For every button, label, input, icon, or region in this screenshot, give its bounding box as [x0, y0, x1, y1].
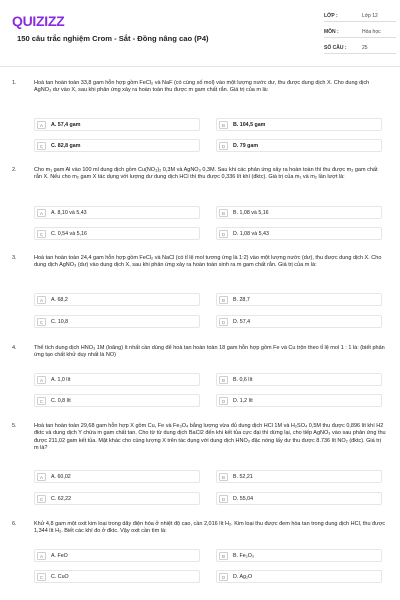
option-a[interactable]: [34, 118, 200, 131]
meta-row-count: [324, 44, 396, 54]
option-text: C. 0,54 và 5,16: [51, 231, 87, 237]
option-text: A. 1,0 lít: [51, 377, 71, 383]
meta-value: 25: [362, 45, 368, 51]
option-d[interactable]: [216, 570, 382, 583]
option-text: A. 68,2: [51, 297, 68, 303]
option-text: C. 0,8 lít: [51, 398, 71, 404]
question-text: Thể tích dung dịch HNO₃ 1M (loãng) ít nhất cần dùng để hoà tan hoàn toàn 18 gam hỗn hợp gồm Fe và Cu trộn theo tỉ lệ mol 1 : 1 là: (biết phản ứng tạo chất khử duy nhất là NO): [34, 345, 385, 359]
option-letter: D: [219, 495, 228, 503]
option-letter: B: [219, 376, 228, 384]
option-a[interactable]: [34, 373, 200, 386]
question-number: 3.: [12, 255, 17, 261]
option-c[interactable]: [34, 227, 200, 240]
question-number: 1.: [12, 80, 17, 86]
option-letter: A: [37, 473, 46, 481]
question-number: 6.: [12, 521, 17, 527]
meta-label: SỐ CÂU :: [324, 45, 347, 51]
meta-label: LỚP :: [324, 13, 338, 19]
option-d[interactable]: [216, 394, 382, 407]
option-letter: A: [37, 209, 46, 217]
option-d[interactable]: [216, 227, 382, 240]
option-letter: A: [37, 552, 46, 560]
option-b[interactable]: [216, 470, 382, 483]
option-b[interactable]: [216, 206, 382, 219]
option-c[interactable]: [34, 570, 200, 583]
option-text: B. 52,21: [233, 474, 253, 480]
option-c[interactable]: [34, 394, 200, 407]
option-d[interactable]: [216, 315, 382, 328]
option-letter: D: [219, 142, 228, 150]
option-text: D. 55,04: [233, 496, 254, 502]
question-text: Cho m₁ gam Al vào 100 ml dung dịch gồm Cu(NO₃)₂ 0,3M và AgNO₃ 0,3M. Sau khi các phản ứng xảy ra hoàn toàn thì thu được m₂ gam chất rắn X. Nếu cho m₂ gam X tác dụng với lượng dư dung dịch HCl thì thu được 0,336 lít khí (đktc). Giá trị của m₁ và m₂ lần lượt là:: [34, 167, 378, 181]
question-number: 5.: [12, 423, 17, 429]
worksheet-title: 150 câu trắc nghiệm Crom - Sắt - Đồng nâng cao (P4): [17, 34, 209, 43]
option-b[interactable]: [216, 549, 382, 562]
option-text: B. 0,6 lít: [233, 377, 253, 383]
option-text: C. 62,22: [51, 496, 72, 502]
option-text: A. FeO: [51, 553, 68, 559]
option-text: D. 1,2 lít: [233, 398, 253, 404]
option-text: D. 1,08 và 5,43: [233, 231, 269, 237]
option-text: B. 104,5 gam: [233, 122, 266, 128]
option-letter: C: [37, 397, 46, 405]
option-b[interactable]: [216, 373, 382, 386]
option-text: A. 57,4 gam: [51, 122, 81, 128]
option-a[interactable]: [34, 549, 200, 562]
meta-label: MÔN :: [324, 29, 339, 35]
option-letter: B: [219, 473, 228, 481]
option-text: C. 82,8 gam: [51, 143, 81, 149]
header-divider: [0, 66, 400, 67]
option-letter: D: [219, 230, 228, 238]
option-text: C. CuO: [51, 574, 69, 580]
option-letter: C: [37, 230, 46, 238]
option-letter: A: [37, 376, 46, 384]
quizizz-logo: QUIZIZZ: [12, 13, 65, 29]
option-c[interactable]: [34, 315, 200, 328]
question-text: Hoà tan hoàn toàn 29,68 gam hỗn hợp X gồm Cu, Fe và Fe₃O₄ bằng lượng vừa đủ dung dịch HCl 1M và H₂SO₄ 0,5M thu được 0,896 lít khí H2 đktc và dung dịch Y chứa m gam chất tan. Cho từ từ dung dịch BaCl2 đến khi kết tủa cực đại thì dừng lại, cho tiếp AgNO₃ vào sau phản ứng thu được 211,02 gam kết tủa. Mặt khác cho cùng lượng X trên tác dụng với dung dịch HNO₃ đặc nóng lấy dư thu được 8.736 lít NO₂ (đktc). Giá trị m là?: [34, 423, 386, 452]
option-text: B. 1,08 và 5,16: [233, 210, 269, 216]
option-a[interactable]: [34, 293, 200, 306]
option-letter: B: [219, 296, 228, 304]
option-letter: C: [37, 495, 46, 503]
option-d[interactable]: [216, 139, 382, 152]
option-text: A. 60,02: [51, 474, 71, 480]
option-letter: D: [219, 397, 228, 405]
option-letter: B: [219, 209, 228, 217]
question-text: Hoà tan hoàn toàn 24,4 gam hỗn hợp gồm FeCl₂ và NaCl (có tỉ lệ mol tương ứng là 1:2) vào một lượng nước (dư), thu được dung dịch X. Cho dung dịch AgNO₃ (dư) vào dung dịch X, sau khi phản ứng xảy ra hoàn toàn sinh ra m gam chất rắn. Giá trị của m là:: [34, 255, 382, 269]
meta-value: Lớp 12: [362, 13, 378, 19]
option-letter: D: [219, 573, 228, 581]
question-number: 2.: [12, 167, 17, 173]
meta-row-class: [324, 12, 396, 22]
option-letter: C: [37, 318, 46, 326]
option-letter: C: [37, 573, 46, 581]
meta-value: Hóa học: [362, 29, 381, 35]
option-text: A. 8,10 và 5,43: [51, 210, 87, 216]
question-text: Hoà tan hoàn toàn 33,8 gam hỗn hợp gồm FeCl₂ và NaF (có cùng số mol) vào một lượng nước dư, thu được dung dịch X. Cho dung dịch AgNO₃ dư vào X, sau khi phản ứng xảy ra hoàn toàn thu được m gam chất rắn. Giá trị của m là:: [34, 80, 370, 94]
option-b[interactable]: [216, 118, 382, 131]
option-letter: B: [219, 552, 228, 560]
option-c[interactable]: [34, 492, 200, 505]
option-text: B. Fe₂O₃: [233, 553, 254, 559]
option-d[interactable]: [216, 492, 382, 505]
option-text: D. 79 gam: [233, 143, 259, 149]
option-letter: A: [37, 296, 46, 304]
question-text: Khử 4,8 gam một oxit kim loại trong dãy điện hóa ở nhiệt độ cao, cần 2,016 lít H₂. Kim loại thu được đem hòa tan trong dung dịch HCl, thu được 1,344 lít H₂. Biết các khí đo ở đktc. Vậy oxit cần tìm là:: [34, 521, 386, 535]
question-number: 4.: [12, 345, 17, 351]
option-letter: B: [219, 121, 228, 129]
option-text: D. Ag₂O: [233, 574, 253, 580]
option-c[interactable]: [34, 139, 200, 152]
option-text: B. 28,7: [233, 297, 250, 303]
option-text: D. 57,4: [233, 319, 251, 325]
option-a[interactable]: [34, 206, 200, 219]
option-text: C. 10,8: [51, 319, 69, 325]
option-letter: C: [37, 142, 46, 150]
option-b[interactable]: [216, 293, 382, 306]
worksheet-header: [0, 0, 400, 66]
option-letter: A: [37, 121, 46, 129]
meta-row-subject: [324, 28, 396, 38]
option-a[interactable]: [34, 470, 200, 483]
option-letter: D: [219, 318, 228, 326]
